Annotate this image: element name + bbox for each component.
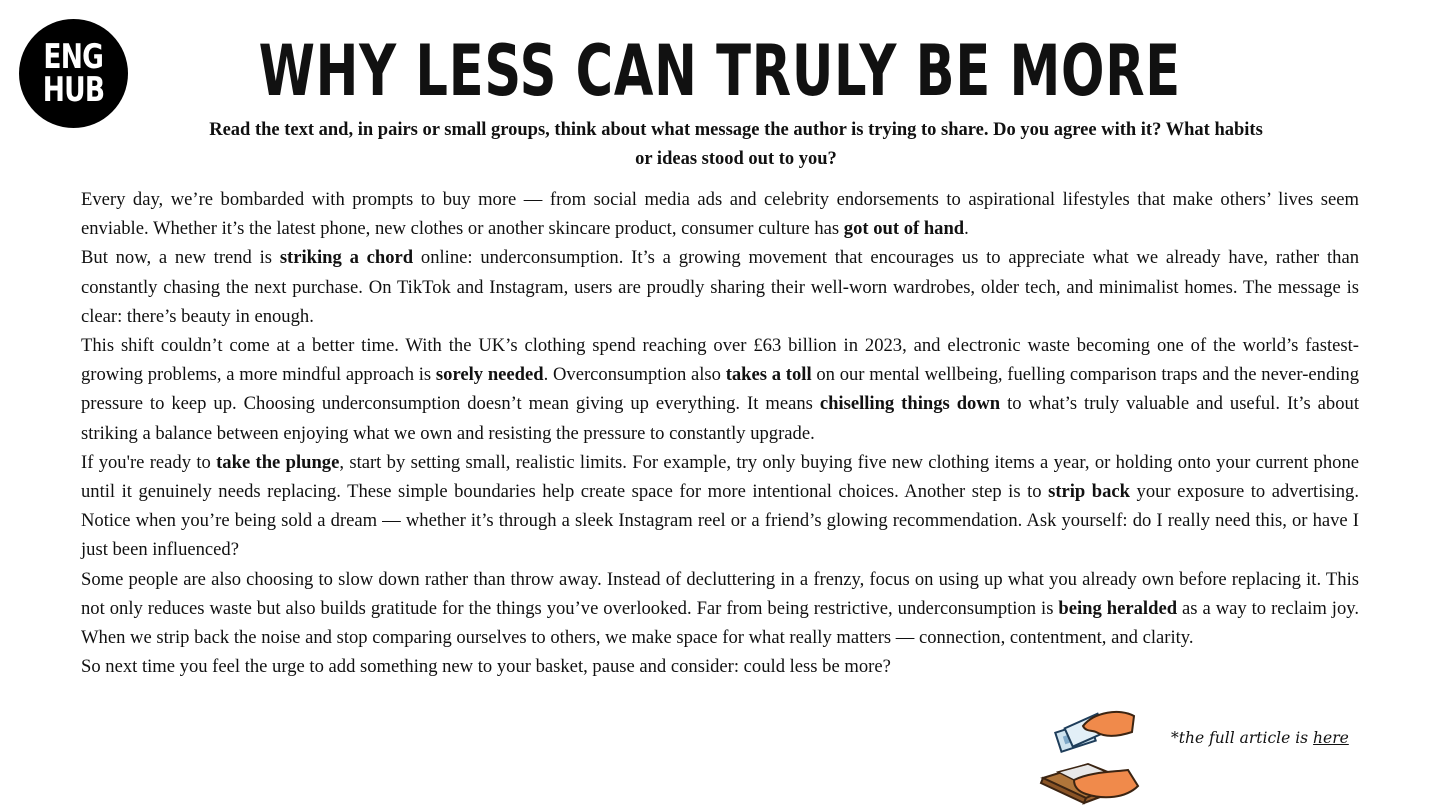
key-phrase: striking a chord bbox=[279, 247, 414, 269]
footnote-text: *the full article is bbox=[1171, 729, 1314, 747]
logo-text-hub: HUB bbox=[42, 69, 105, 110]
text-span: Every day, we’re bombarded with prompts to buy more — from social media ads and celebrity endorsements to aspirational lifestyles that make others’ lives seem enviable. Whether it’s the latest phone, new clothes or another skincare product, consumer culture has bbox=[81, 189, 1359, 240]
text-span: online: underconsumption. It’s a growing movement that encourages us to appreciate what we already have, rather than constantly chasing the next purchase. On TikTok and Instagram, users are proudly sharing their well-worn wardrobes, older tech, and minimalist homes. The message is clear: there’s beauty in enough. bbox=[81, 247, 1359, 327]
article-paragraph-6 bbox=[81, 652, 1359, 681]
text-span: This shift couldn’t come at a better time. With the UK’s clothing spend reaching over £63 billion in 2023, and electronic waste becoming one of the world’s fastest-growing problems, a more mindful approach is bbox=[81, 335, 1359, 386]
article-body bbox=[81, 185, 1359, 681]
text-span: . Overconsumption also bbox=[543, 364, 726, 386]
text-span: Some people are also choosing to slow down rather than throw away. Instead of decluttering in a frenzy, focus on using up what you already own before replacing it. This not only reduces waste but also builds gratitude for the things you’ve overlooked. Far from being restrictive, underconsumption is bbox=[81, 568, 1359, 619]
logo-text-eng: ENG bbox=[43, 36, 104, 77]
text-span: . bbox=[964, 218, 969, 240]
text-span: , start by setting small, realistic limits. For example, try only buying five new clothing items a year, or holding onto your current phone until it genuinely needs replacing. These simple boundaries help create space for more intentional choices. Another step is to bbox=[81, 451, 1359, 503]
key-phrase: sorely needed bbox=[435, 364, 544, 386]
article-paragraph-1 bbox=[81, 185, 1359, 243]
page-title bbox=[0, 30, 1440, 112]
text-span: But now, a new trend is bbox=[81, 247, 280, 269]
text-span: your exposure to advertising. Notice when you’re being sold a dream — whether it’s through a sleek Instagram reel or a friend’s glowing recommendation. Ask yourself: do I really need this, or have I just been influenced? bbox=[81, 481, 1359, 561]
footnote bbox=[1171, 729, 1349, 747]
page-title-text: WHY LESS CAN TRULY BE MORE bbox=[258, 30, 1182, 112]
key-phrase: takes a toll bbox=[725, 364, 812, 386]
article-paragraph-4 bbox=[81, 448, 1359, 565]
key-phrase: chiselling things down bbox=[819, 393, 1001, 415]
full-article-link[interactable]: here bbox=[1313, 729, 1349, 747]
text-span: as a way to reclaim joy. When we strip back the noise and stop comparing ourselves to others, we make space for what really matters — connection, contentment, and clarity. bbox=[81, 597, 1359, 649]
key-phrase: got out of hand bbox=[843, 218, 965, 240]
hands-box-money-icon bbox=[1028, 706, 1153, 806]
instructions: Read the text and, in pairs or small groups, think about what message the author is trying to share. Do you agree with it? What habits or ideas stood out to you? bbox=[209, 120, 1263, 169]
article-paragraph-5 bbox=[81, 565, 1359, 653]
article-paragraph-2 bbox=[81, 243, 1359, 331]
key-phrase: being heralded bbox=[1058, 597, 1178, 619]
key-phrase: strip back bbox=[1048, 481, 1131, 503]
text-span: to what’s truly valuable and useful. It’s about striking a balance between enjoying what we own and resisting the pressure to constantly upgrade. bbox=[81, 393, 1359, 444]
text-span: on our mental wellbeing, fuelling comparison traps and the never-ending pressure to keep up. Choosing underconsumption doesn’t mean giving up everything. It means bbox=[81, 364, 1360, 415]
key-phrase: take the plunge bbox=[216, 451, 340, 473]
text-span: So next time you feel the urge to add something new to your basket, pause and consider: could less be more? bbox=[81, 656, 891, 678]
text-span: If you're ready to bbox=[81, 451, 217, 473]
article-paragraph-3 bbox=[81, 331, 1359, 448]
